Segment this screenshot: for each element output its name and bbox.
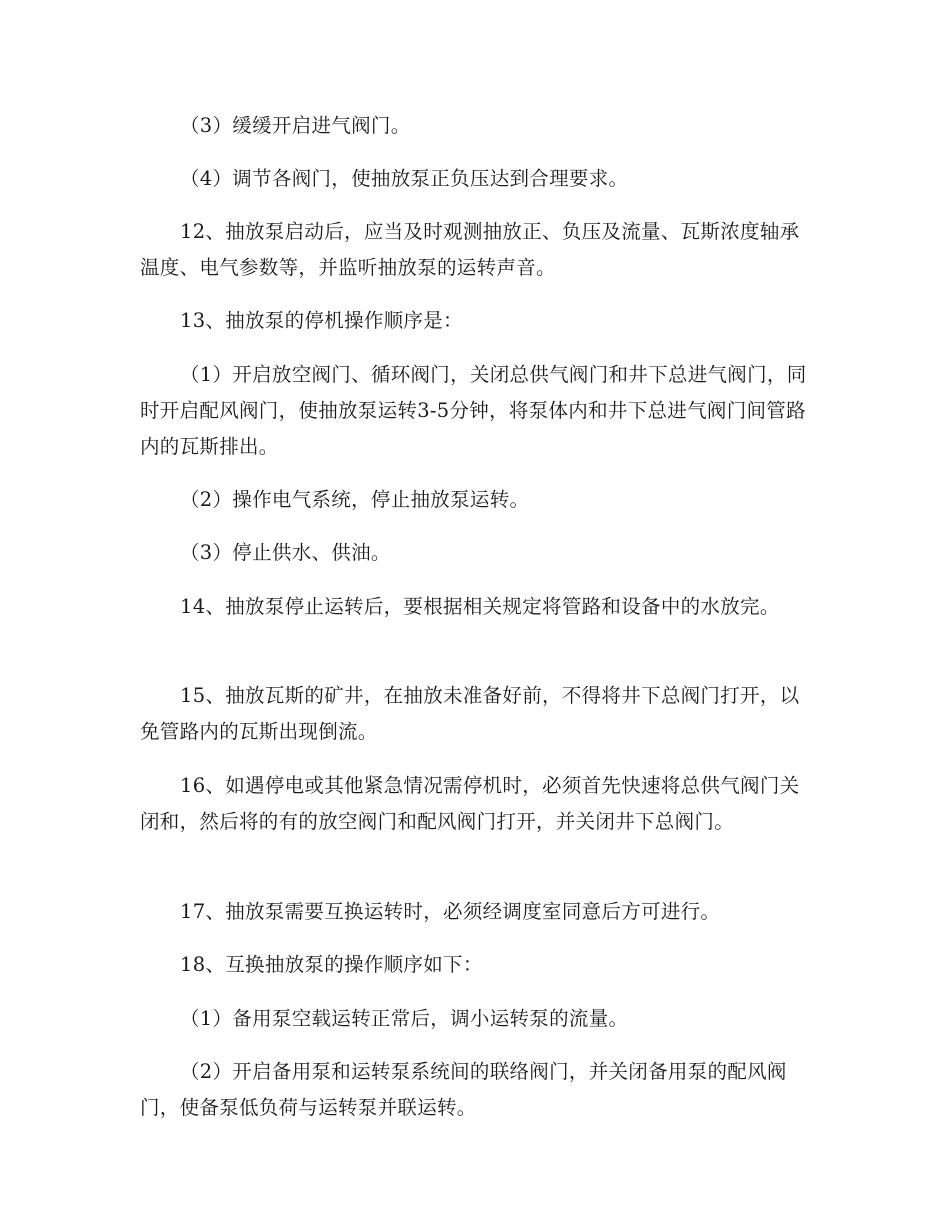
paragraph-step-4-adjust-valves: （4）调节各阀门，使抽放泵正负压达到合理要求。 bbox=[180, 167, 629, 190]
paragraph-stop-step-3: （3）停止供水、供油。 bbox=[180, 541, 391, 564]
paragraph-item-12: 12、抽放泵启动后，应当及时观测抽放正、负压及流量、瓦斯浓度轴承温度、电气参数等，并监听抽放泵的运转声音。 bbox=[140, 220, 800, 279]
paragraph-item-17: 17、抽放泵需要互换运转时，必须经调度室同意后方可进行。 bbox=[180, 900, 721, 923]
paragraph-item-16: 16、如遇停电或其他紧急情况需停机时，必须首先快速将总供气阀门关闭和，然后将的有的放空阀门和配风阀门打开，并关闭井下总阀门。 bbox=[140, 774, 800, 833]
paragraph-item-15: 15、抽放瓦斯的矿井，在抽放未准备好前，不得将井下总阀门打开，以免管路内的瓦斯出现倒流。 bbox=[140, 684, 800, 743]
paragraph-step-3-open-intake-valve: （3）缓缓开启进气阀门。 bbox=[180, 114, 411, 137]
paragraph-stop-step-1: （1）开启放空阀门、循环阀门，关闭总供气阀门和井下总进气阀门，同时开启配风阀门，使抽放泵运转3-5分钟，将泵体内和井下总进气阀门间管路内的瓦斯排出。 bbox=[140, 363, 807, 458]
paragraph-switch-step-1: （1）备用泵空载运转正常后，调小运转泵的流量。 bbox=[180, 1007, 629, 1030]
paragraph-item-13: 13、抽放泵的停机操作顺序是： bbox=[180, 309, 463, 332]
paragraph-item-14: 14、抽放泵停止运转后，要根据相关规定将管路和设备中的水放完。 bbox=[180, 595, 780, 618]
paragraph-stop-step-2: （2）操作电气系统，停止抽放泵运转。 bbox=[180, 488, 530, 511]
paragraph-item-18: 18、互换抽放泵的操作顺序如下： bbox=[180, 953, 483, 976]
paragraph-switch-step-2: （2）开启备用泵和运转泵系统间的联络阀门，并关闭备用泵的配风阀门，使备泵低负荷与运转泵并联运转。 bbox=[140, 1060, 787, 1119]
